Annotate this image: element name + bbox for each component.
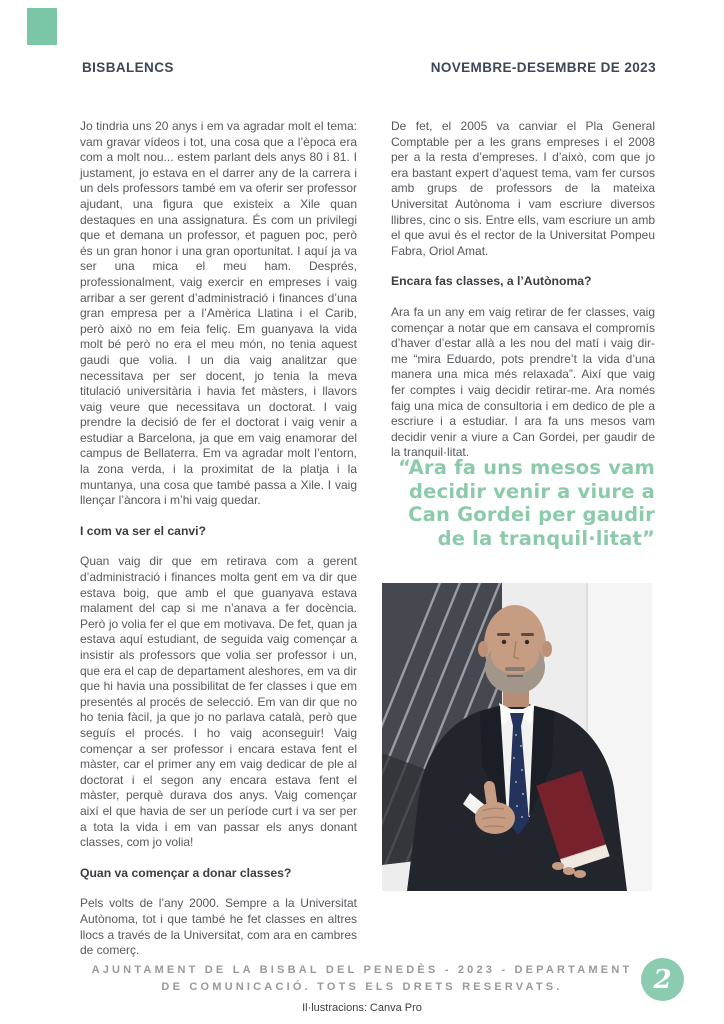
paragraph: De fet, el 2005 va canviar el Pla General Comptable per a les grans empreses i el 2008 per a la resta d’empreses. I d’això, com que jo era bastant expert d’aquest tema, vam fer cursos amb grups de professors de la mateixa Universitat Autònoma i vam escriure diversos llibres, cinc o sis. Entre ells, vam escriure un amb el que avui és el rector de la Universitat Pompeu Fabra, Oriol Amat.: [391, 119, 655, 258]
pull-quote-line: decidir venir a viure a: [409, 479, 655, 503]
interview-question: Quan va començar a donar classes?: [80, 865, 292, 880]
paragraph: Ara fa un any em vaig retirar de fer classes, vaig començar a notar que em cansava el compromís d’haver d’estar allà a les nou del matí i vaig dir-me “mira Eduardo, pots prendre’t la vida d’una manera una mica més relaxada”. Així que vaig fer comptes i vaig decidir retirar-me. Ara només faig una mica de consultoria i em dedico de ple a escriure i a estudiar. I ara fa uns mesos vam decidir venir a viure a Can Gordei, per gaudir de la tranquil·litat.: [391, 304, 655, 460]
page-number-badge: [641, 958, 684, 1001]
corner-accent-square: [27, 8, 57, 45]
page-number: 2: [653, 964, 672, 995]
publication-title: BISBALENCS: [82, 60, 174, 75]
footer-line: AJUNTAMENT DE LA BISBAL DEL PENEDÈS - 2023 - DEPARTAMENT: [91, 964, 633, 976]
interview-question: I com va ser el canvi?: [80, 523, 207, 538]
left-text-column: [80, 119, 357, 974]
paragraph: Pels volts de l’any 2000. Sempre a la Universitat Autònoma, tot i que també he fet classes en altres llocs a través de la Universitat, com ara en cambres de comerç.: [80, 896, 357, 958]
page-header: [82, 60, 656, 75]
pull-quote-line: “Ara fa uns mesos vam: [398, 456, 655, 479]
paragraph: Jo tindria uns 20 anys i em va agradar molt el tema: vam gravar vídeos i tot, una cosa que a l’època era com a molt nou... estem parlant dels anys 80 i 81. I justament, jo estava en el darrer any de la carrera i un dels professors també em va oferir ser professor ajudant, una figura que existeix a Xile quan destaques en una assignatura. És com un privilegi que et demana un professor, et paguen poc, però és un gran honor i una gran oportunitat. I aquí ja va ser una mica el meu ham. Després, professionalment, vaig exercir en empreses i vaig arribar a ser gerent d’administració i finances d’una gran empresa per a l’Amèrica Llatina i el Carib, però això no em feia feliç. Em guanyava la vida molt bé però no era el meu món, no tenia aquest gaudi que volia. I un dia vaig analitzar que necessitava per ser docent, jo tenia la meva titulació universitària i havia fet màsters, i llavors vaig veure que necessitava un doctorat. I vaig prendre la decisió de fer el doctorat i vaig venir a estudiar a Barcelona, ja que em vaig enamorar del campus de Bellaterra. Em va agradar molt l’entorn, la zona verda, i la proximitat de la platja i la muntanya, una cosa que també passa a Xile. I vaig llençar l’àncora i m’hi vaig quedar.: [80, 119, 357, 508]
pull-quote: [383, 456, 655, 550]
footer-copyright: [0, 962, 724, 995]
illustration-credits: Il·lustracions: Canva Pro: [302, 1002, 422, 1014]
footer-line: DE COMUNICACIÓ. TOTS ELS DRETS RESERVATS.: [161, 980, 563, 993]
interview-photo: [382, 583, 652, 891]
right-text-column: [391, 119, 655, 476]
pull-quote-line: Can Gordei per gaudir: [408, 503, 655, 526]
issue-date: NOVEMBRE-DESEMBRE DE 2023: [430, 60, 656, 75]
pull-quote-line: de la tranquil·litat”: [437, 526, 655, 550]
paragraph: Quan vaig dir que em retirava com a gerent d’administració i finances molta gent em va dir que estava boig, que amb el que guanyava estava malament del cap si me n’anava a fer docència. Però jo volia fer el que em motivava. De fet, quan ja estava aquí estudiant, de seguida vaig començar a insistir als professors que volia ser professor i un, que era el cap de departament aleshores, em va dir que hi havia una possibilitat de fer classes i que em presentés al procés de selecció. Em van dir que no ho tenia fàcil, ja que jo no parlava català, però que seguís el procés. I ho vaig aconseguir! Vaig començar a ser professor i encara estava fent el màster, car el primer any em vaig dedicar de ple al doctorat i el segon any encara estava fent el màster, perquè durava dos anys. Vaig començar així el que havia de ser un període curt i va ser per a tota la vida i em van passar els anys donant classes, com jo volia!: [80, 554, 357, 850]
interview-question: Encara fas classes, a l’Autònoma?: [391, 274, 592, 289]
